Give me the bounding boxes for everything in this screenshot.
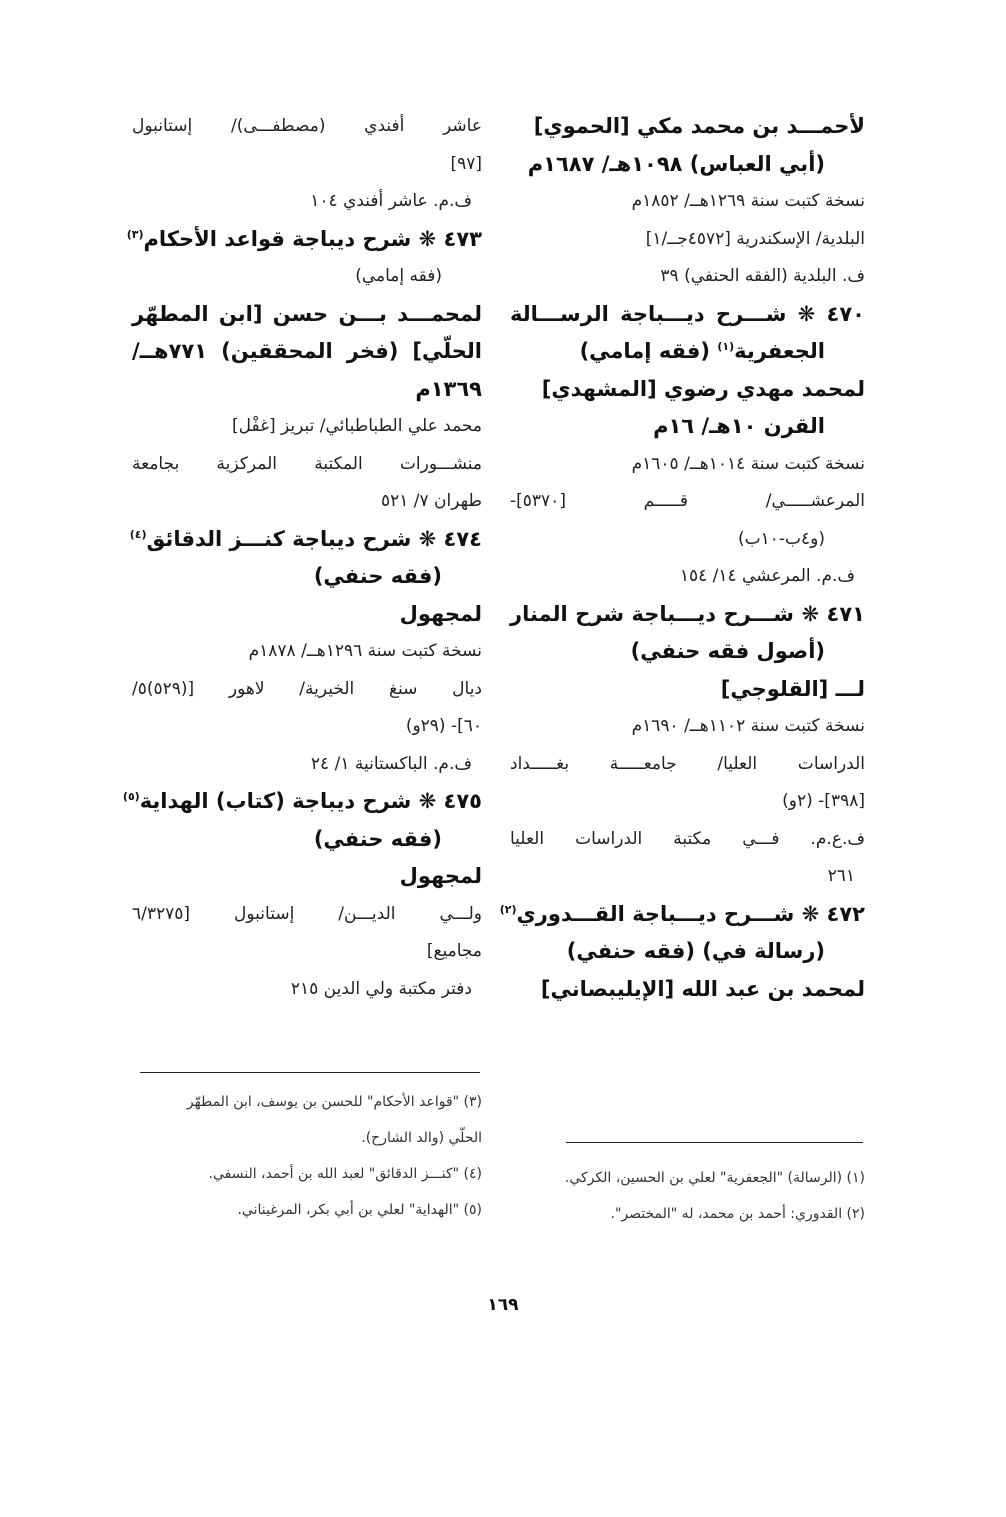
entry-line <box>132 821 482 859</box>
entry-line <box>510 558 865 596</box>
line-text: ٤٧٠ ❋ شـــرح ديـــباجة الرســـالة <box>510 301 865 326</box>
entry-line <box>132 483 482 521</box>
entry-line <box>510 183 865 221</box>
footnote-line: (٥) "الهداية" لعلي بن أبي بكر، المرغيناني. <box>237 1202 482 1218</box>
entry-line <box>132 933 482 971</box>
entry-line <box>510 596 865 634</box>
entry-line <box>132 671 482 709</box>
line-text: الجعفرية <box>734 339 825 363</box>
entry-line <box>132 971 482 1009</box>
entry-line <box>510 633 865 671</box>
line-text: ١٣٦٩م <box>415 376 482 401</box>
footnote-ref: (٣) <box>126 227 144 241</box>
line-text: ف.م. المرعشي ١٤/ ١٥٤ <box>679 566 855 586</box>
entry-line <box>132 858 482 896</box>
entry-line <box>510 783 865 821</box>
footnote-line: (٢) القدوري: أحمد بن محمد، له "المختصر". <box>610 1206 865 1222</box>
footnote-line: (٤) "كنـــز الدقائق" لعبد الله بن أحمد، النسفي. <box>208 1166 482 1182</box>
line-text: الحلّي] (فخر المحققين) ٧٧١هــ/ <box>132 339 482 363</box>
line-text: نسخة كتبت سنة ١١٠٢هــ/ ١٦٩٠م <box>631 716 865 736</box>
line-text: ف.م. الباكستانية ١/ ٢٤ <box>310 753 472 774</box>
line-text: طهران ٧/ ٥٢١ <box>380 491 482 511</box>
line-text: لـــ [القلوجي] <box>720 676 865 701</box>
entry-line <box>510 746 865 784</box>
line-text: ولـــي الديـــن/ إستانبول [٦/٣٢٧٥ <box>132 903 482 924</box>
footnote-rule-left <box>140 1072 480 1073</box>
line-text: ٤٧٤ ❋ شرح ديباجة كنـــز الدقائق <box>146 526 482 551</box>
line-text: ديال سنغ الخيرية/ لاهور [(٥٢٩)٥/ <box>132 678 482 699</box>
entry-line <box>132 296 482 334</box>
footnote-line: الحلّي (والد الشارح). <box>361 1130 482 1146</box>
entry-line <box>126 221 482 259</box>
entry-line <box>510 821 865 859</box>
line-text: لأحمـــد بن محمد مكي [الحموي] <box>533 114 865 138</box>
left-column <box>122 108 482 1008</box>
footnotes-right <box>520 1160 865 1232</box>
entry-line <box>129 521 482 559</box>
line-text: لمحمد بن عبد الله [الإيليبصاني] <box>540 976 865 1001</box>
line-text: لمجهول <box>399 864 482 888</box>
entry-line <box>132 146 482 184</box>
line-text: منشـــورات المكتبة المركزية بجامعة <box>132 453 482 474</box>
line-text: ٢٦١ <box>827 866 855 886</box>
entry-line <box>510 408 865 446</box>
entry-line <box>132 183 482 221</box>
entry-line <box>510 296 865 334</box>
entry-line <box>510 333 865 371</box>
entry-line <box>510 221 865 259</box>
line-text: [٩٧] <box>450 153 482 174</box>
entry-line <box>132 446 482 484</box>
right-column <box>499 108 865 1008</box>
line-text: القرن ١٠هـ/ ١٦م <box>653 414 825 438</box>
footnote-rule-right <box>566 1142 863 1143</box>
line-text: ٤٧٥ ❋ شرح ديباجة (كتاب) الهداية <box>139 789 482 813</box>
entry-line <box>510 146 865 184</box>
line-text: ٤٧٢ ❋ شـــرح ديـــباجة القـــدوري <box>516 901 865 926</box>
line-text: نسخة كتبت سنة ١٠١٤هــ/ ١٦٠٥م <box>631 453 865 474</box>
line-text-after: (فقه إمامي) <box>579 339 718 363</box>
entry-line <box>510 521 865 559</box>
line-text: مجاميع] <box>426 941 482 961</box>
entry-line <box>132 558 482 596</box>
footnotes-left <box>140 1084 482 1228</box>
line-text: البلدية/ الإسكندرية [٤٥٧٢جــ/١] <box>645 228 865 249</box>
line-text: لمحمد مهدي رضوي [المشهدي] <box>541 376 865 401</box>
line-text: الدراسات العليا/ جامعـــــة بغـــــداد <box>510 753 865 774</box>
footnote-line: (٣) "قواعد الأحكام" للحسن بن يوسف، ابن المطهّر <box>186 1094 482 1110</box>
line-text: محمد علي الطباطبائي/ تبريز [غفْل] <box>232 416 482 436</box>
entry-line <box>510 671 865 709</box>
line-text: ف.ع.م. فـــي مكتبة الدراسات العليا <box>510 828 865 849</box>
entry-line <box>499 896 865 934</box>
line-text: ٤٧١ ❋ شـــرح ديـــباجة شرح المنار <box>510 601 865 626</box>
entry-line <box>132 333 482 371</box>
page-number: ١٦٩ <box>487 1295 519 1315</box>
entry-line <box>132 633 482 671</box>
footnote-line: (١) (الرسالة) "الجعفرية" لعلي بن الحسين، الكركي. <box>564 1170 865 1186</box>
line-text: [٣٩٨]- (٢و) <box>782 791 865 811</box>
line-text: (أبي العباس) ١٠٩٨هـ/ ١٦٨٧م <box>527 151 825 176</box>
entry-line <box>510 708 865 746</box>
line-text: (فقه إمامي) <box>355 266 442 286</box>
entry-line <box>122 783 482 821</box>
entry-line <box>510 858 865 896</box>
line-text: ف. البلدية (الفقه الحنفي) ٣٩ <box>660 266 865 286</box>
entry-line <box>510 108 865 146</box>
entry-line <box>510 933 865 971</box>
entry-line <box>132 258 482 296</box>
footnote-ref: (٤) <box>129 527 147 541</box>
line-text: لمحمـــد بـــن حسن [ابن المطهّر <box>132 301 482 326</box>
entry-line <box>510 971 865 1009</box>
entry-line <box>132 746 482 784</box>
footnote-ref: (٥) <box>122 790 140 803</box>
line-text: (رسالة في) (فقه حنفي) <box>566 939 825 963</box>
line-text: ٤٧٣ ❋ شرح ديباجة قواعد الأحكام <box>143 226 482 251</box>
entry-line <box>132 408 482 446</box>
line-text: (فقه حنفي) <box>313 564 442 588</box>
entry-line <box>510 258 865 296</box>
line-text: (و٤ب-١٠ب) <box>737 528 825 549</box>
entry-line <box>132 371 482 409</box>
footnote-ref: (٢) <box>499 902 517 916</box>
line-text: نسخة كتبت سنة ١٢٩٦هــ/ ١٨٧٨م <box>248 641 482 661</box>
line-text: (أصول فقه حنفي) <box>630 639 825 663</box>
line-text: (فقه حنفي) <box>313 826 442 851</box>
entry-line <box>510 446 865 484</box>
line-text: لمجهول <box>399 601 482 626</box>
line-text: المرعشـــــي/ قـــــم [٥٣٧٠]- <box>510 491 865 511</box>
footnote-ref: (١) <box>717 340 735 353</box>
line-text: ف.م. عاشر أفندي ١٠٤ <box>310 191 472 211</box>
line-text: دفتر مكتبة ولي الدين ٢١٥ <box>290 978 472 999</box>
entry-line <box>132 708 482 746</box>
entry-line <box>510 371 865 409</box>
entry-line <box>510 483 865 521</box>
entry-line <box>132 596 482 634</box>
line-text: نسخة كتبت سنة ١٢٦٩هــ/ ١٨٥٢م <box>631 191 865 211</box>
entry-line <box>132 108 482 146</box>
line-text: ٦٠]- (٢٩و) <box>405 716 482 736</box>
line-text: عاشر أفندي (مصطفـــى)/ إستانبول <box>132 116 482 136</box>
entry-line <box>132 896 482 934</box>
